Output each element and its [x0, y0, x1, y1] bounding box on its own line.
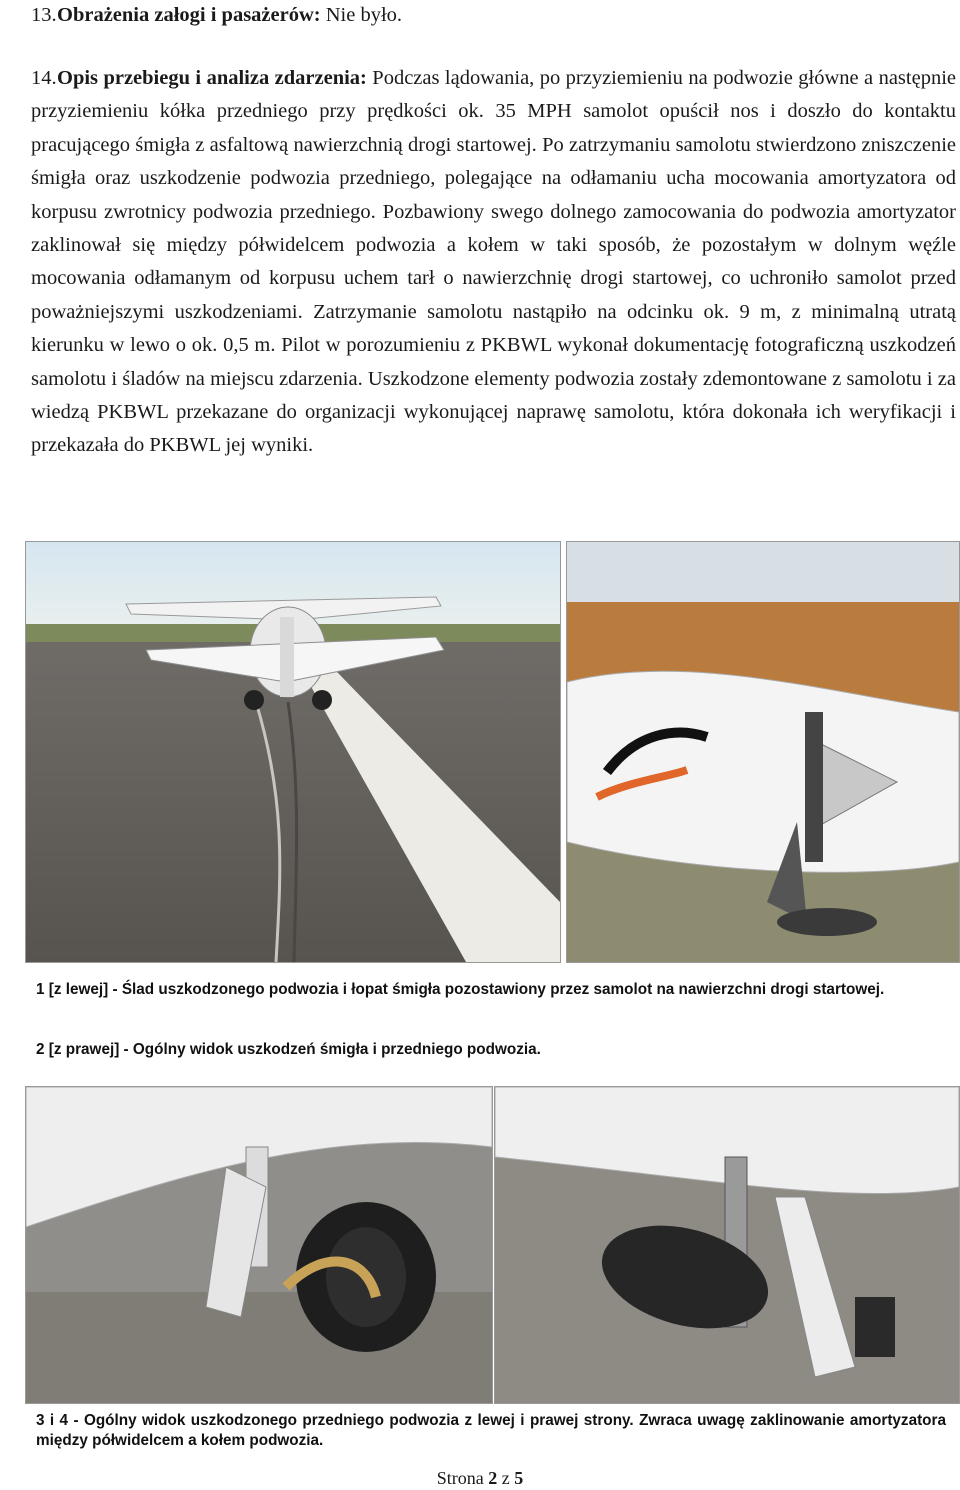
- section-13: [31, 4, 402, 26]
- photo-propeller-damage: [566, 541, 960, 963]
- section-14: [31, 62, 956, 463]
- photo-runway-marks: [25, 541, 561, 963]
- footer-prefix: Strona: [436, 1468, 489, 1488]
- section-13-value: Nie było.: [320, 4, 403, 26]
- section-14-text: Podczas lądowania, po przyziemieniu na podwozie główne a następnie przyziemieniu kółka przedniego przy prędkości ok. 35 MPH samolot opuścił nos i doszło do kontaktu pracującego śmigła z asfaltową nawierzchnią drogi startowej. Po zatrzymaniu samolotu stwierdzono zniszczenie śmigła oraz uszkodzenie podwozia przedniego, polegające na odłamaniu ucha mocowania amortyzatora od korpusu zwrotnicy podwozia przedniego. Pozbawiony swego dolnego zamocowania do podwozia amortyzator zaklinował się między półwidelcem podwozia a kołem w taki sposób, że pozostałym w dolnym węźle mocowania odłamanym od korpusu uchem tarł o nawierzchnię drogi startowej, co uchroniło samolot przed poważniejszymi uszkodzeniami. Zatrzymanie samolotu nastąpiło na odcinku ok. 9 m, z minimalną utratą kierunku w lewo o ok. 0,5 m. Pilot w porozumieniu z PKBWL wykonał dokumentację fotograficzną uszkodzeń samolotu i śladów na miejscu zdarzenia. Uszkodzone elementy podwozia zostały zdemontowane z samolotu i za wiedzą PKBWL przekazane do organizacji wykonującej naprawę samolotu, która dokonała ich weryfikacji i przekazała do PKBWL jej wyniki.: [31, 67, 956, 457]
- section-13-number: 13.: [31, 4, 57, 26]
- footer-middle: z: [497, 1468, 515, 1488]
- footer-page-number: 2: [488, 1468, 498, 1488]
- section-13-label: Obrażenia załogi i pasażerów:: [57, 4, 321, 26]
- caption-photo-1: 1 [z lewej] - Ślad uszkodzonego podwozia i łopat śmigła pozostawiony przez samolot na nawierzchni drogi startowej.: [36, 981, 885, 998]
- page-footer: [0, 1468, 960, 1489]
- photo-nose-gear-right: [494, 1086, 960, 1404]
- photo-nose-gear-left: [25, 1086, 493, 1404]
- section-14-label: Opis przebiegu i analiza zdarzenia:: [57, 67, 367, 89]
- caption-photo-2: 2 [z prawej] - Ogólny widok uszkodzeń śmigła i przedniego podwozia.: [36, 1041, 541, 1058]
- caption-photos-3-4: 3 i 4 - Ogólny widok uszkodzonego przedniego podwozia z lewej i prawej strony. Zwraca uwagę zaklinowanie amortyzatora między półwidelcem a kołem podwozia.: [36, 1412, 946, 1449]
- section-14-number: 14.: [31, 67, 57, 89]
- footer-total-pages: 5: [514, 1468, 524, 1488]
